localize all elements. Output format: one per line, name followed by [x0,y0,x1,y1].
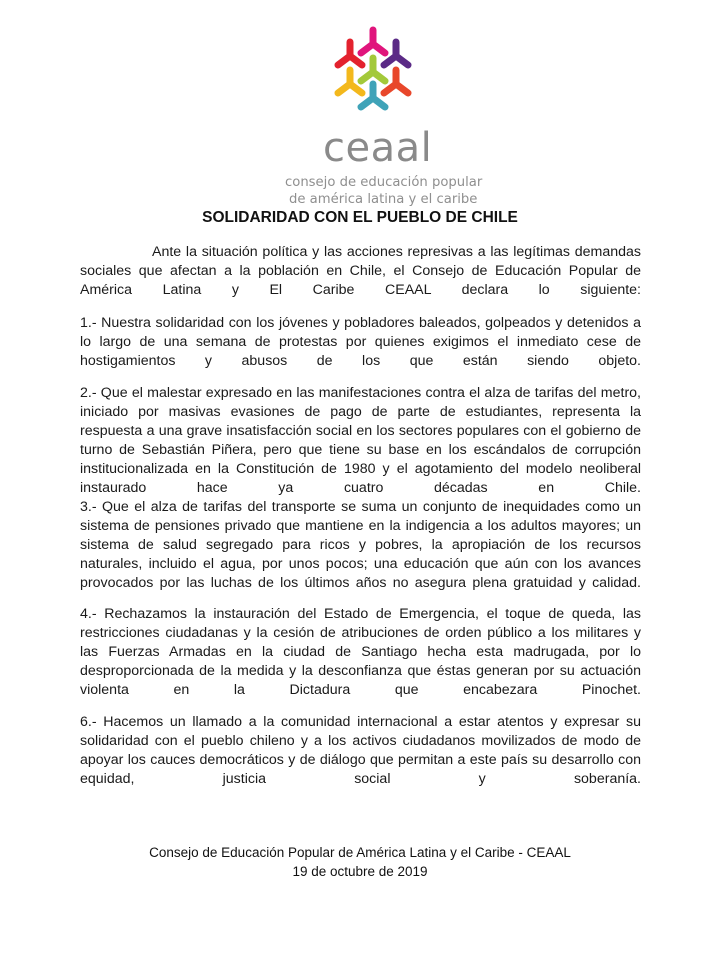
date: 19 de octubre de 2019 [292,864,428,879]
figure-lime [361,58,385,81]
paragraph-line: sistema de pensiones privado que mantiene en la indigencia a los adultos mayores; un [80,518,641,534]
paragraph-line: sistema de salud segregado para ricos y pobres, la apropiación de los recursos [80,537,641,553]
logo-subtitle-line1: consejo de educación popular [285,175,483,190]
paragraph-line: desproporcionada de la medida y la desconfianza que éstas generan por su actuación [80,663,641,679]
paragraph-line: apoyar los cauces democráticos y de diálogo que permitan a este país su desarrollo con [80,752,641,768]
signature: Consejo de Educación Popular de América Latina y el Caribe - CEAAL [149,845,571,860]
figure-teal [361,84,385,107]
paragraph-line: las Fuerzas Armadas en la ciudad de Santiago hecha esta madrugada, por lo [80,644,641,660]
people-figures-icon [328,26,418,116]
paragraph-line: respuesta a una grave insatisfacción social en los sectores populares con el gobierno de [80,423,641,439]
point-3-paragraph [80,498,641,593]
paragraph-line: América Latina y El Caribe CEAAL declara lo siguiente: [80,282,641,298]
document-title: SOLIDARIDAD CON EL PUEBLO DE CHILE [202,209,518,226]
paragraph-line: 1.- Nuestra solidaridad con los jóvenes y pobladores baleados, golpeados y detenidos a [80,315,641,331]
paragraph-line: iniciado por masivas evasiones de pago de parte de estudiantes, representa la [80,404,641,420]
point-6-paragraph [80,713,641,789]
paragraph-line: lo largo de una semana de protestas por quienes exigimos el inmediato cese de [80,334,641,350]
paragraph-line: 6.- Hacemos un llamado a la comunidad internacional a estar atentos y expresar su [80,714,641,730]
paragraph-line: 2.- Que el malestar expresado en las manifestaciones contra el alza de tarifas del metro, [80,385,641,401]
paragraph-line: naturales, incluido el agua, por unos pocos; una educación que aún con los avances [80,556,641,572]
logo-wordmark: ceaal [323,125,433,171]
paragraph-line: hostigamientos y abusos de los que están siendo objeto. [80,353,641,369]
paragraph-line: Ante la situación política y las acciones represivas a las legítimas demandas [152,244,641,260]
paragraph-line: restricciones ciudadanas y la cesión de atribuciones de orden público a los militares y [80,625,641,641]
paragraph-line: equidad, justicia social y soberanía. [80,771,641,787]
paragraph-line: solidaridad con el pueblo chileno y a los activos ciudadanos movilizados de modo de [80,733,641,749]
paragraph-line: sociales que afectan a la población en Chile, el Consejo de Educación Popular de [80,263,641,279]
intro-paragraph [80,243,641,300]
paragraph-line: instaurado hace ya cuatro décadas en Chile. [80,480,641,496]
logo-subtitle-line2: de américa latina y el caribe [289,192,478,207]
paragraph-line: institucionalizada en la Constitución de 1980 y el agotamiento del modelo neoliberal [80,461,641,477]
ceaal-logo [0,22,720,207]
figure-magenta [361,30,385,53]
point-1-paragraph [80,314,641,371]
paragraph-line: 3.- Que el alza de tarifas del transporte se suma un conjunto de inequidades como un [80,499,641,515]
paragraph-line: 4.- Rechazamos la instauración del Estado de Emergencia, el toque de queda, las [80,606,641,622]
point-4-paragraph [80,605,641,700]
paragraph-line: turno de Sebastián Piñera, pero que tiene su base en los escándalos de corrupción [80,442,641,458]
point-2-paragraph [80,384,641,498]
paragraph-line: provocados por las luchas de los últimos años no asegura plena gratuidad y calidad. [80,575,641,591]
paragraph-line: violenta en la Dictadura que encabezara Pinochet. [80,682,641,698]
